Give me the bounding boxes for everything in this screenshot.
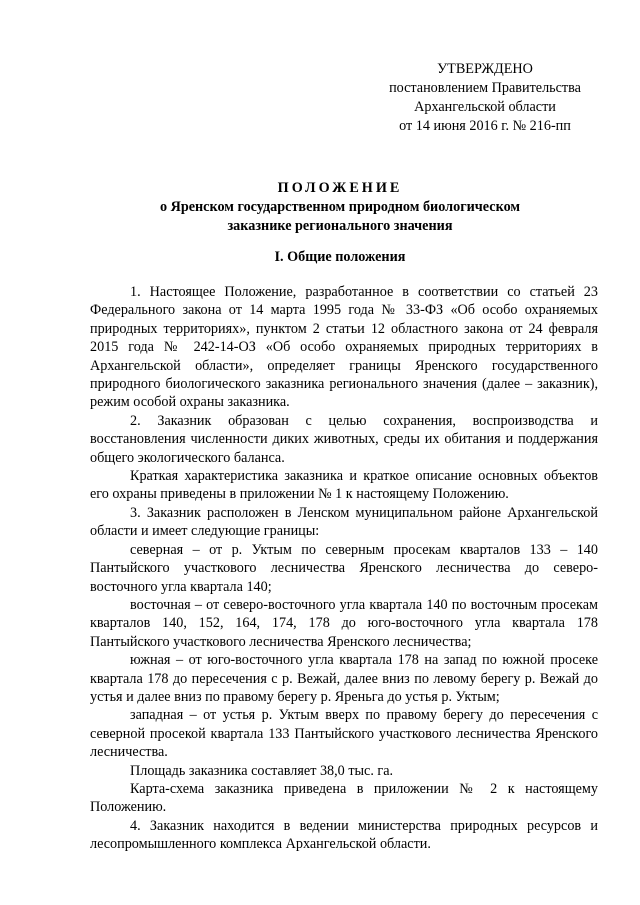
document-title: ПОЛОЖЕНИЕ xyxy=(277,180,403,196)
paragraph: южная – от юго-восточного угла квартала 178 на запад по южной просеке квартала 178 до пересечения с р. Вежай, далее вниз по левому берегу р. Вежай до устья и далее вниз по правому берегу р. Яреньга до устья р. Уктым; xyxy=(90,652,598,705)
paragraph: восточная – от северо-восточного угла квартала 140 по восточным просекам кварталов 140, 152, 164, 174, 178 до юго-восточного угла квартала 178 Пантыйского участкового лесничества Яренского лесничества; xyxy=(90,596,598,650)
approval-region: Архангельской области xyxy=(414,99,556,115)
approval-title: УТВЕРЖДЕНО xyxy=(437,61,533,77)
approval-authority: постановлением Правительства xyxy=(389,80,581,96)
document-subtitle-line-2: заказнике регионального значения xyxy=(227,218,453,234)
paragraph: Краткая характеристика заказника и краткое описание основных объектов его охраны приведены в приложении № 1 к настоящему Положению. xyxy=(90,468,598,503)
paragraph: западная – от устья р. Уктым вверх по правому берегу до пересечения с северной просекой квартала 133 Пантыйского участкового лесничества Яренского лесничества. xyxy=(90,707,598,761)
document-subtitle-line-1: о Яренском государственном природном биологическом xyxy=(159,199,521,215)
paragraph: 3. Заказник расположен в Ленском муниципальном районе Архангельской области и имеет следующие границы: xyxy=(90,504,598,540)
approval-stamp xyxy=(360,60,610,136)
document-title-block xyxy=(90,179,590,236)
paragraph: 1. Настоящее Положение, разработанное в соответствии со статьей 23 Федерального закона от 14 марта 1995 года № 33-ФЗ «Об особо охраняемых природных территориях», пунктом 2 статьи 12 областного закона от 24 февраля 2015 года № 242-14-ОЗ «Об особо охраняемых природных территориях в Архангельской области», определяет границы Яренского государственного природного биологического заказника регионального значения (далее – заказник), режим особой охраны заказника. xyxy=(90,284,598,411)
document-body xyxy=(90,283,598,854)
paragraph: 4. Заказник находится в ведении министерства природных ресурсов и лесопромышленного комплекса Архангельской области. xyxy=(90,817,598,853)
section-heading: I. Общие положения xyxy=(274,249,406,265)
approval-date-number: от 14 июня 2016 г. № 216-пп xyxy=(399,118,571,134)
paragraph: Карта-схема заказника приведена в приложении № 2 к настоящему Положению. xyxy=(90,780,598,816)
paragraph: Площадь заказника составляет 38,0 тыс. га. xyxy=(130,762,394,779)
paragraph: северная – от р. Уктым по северным просекам кварталов 133 – 140 Пантыйского участкового лесничества Яренского лесничества до северо-восточного угла квартала 140; xyxy=(90,541,598,595)
paragraph: 2. Заказник образован с целью сохранения, воспроизводства и восстановления численности диких животных, среды их обитания и поддержания общего экологического баланса. xyxy=(90,412,598,466)
